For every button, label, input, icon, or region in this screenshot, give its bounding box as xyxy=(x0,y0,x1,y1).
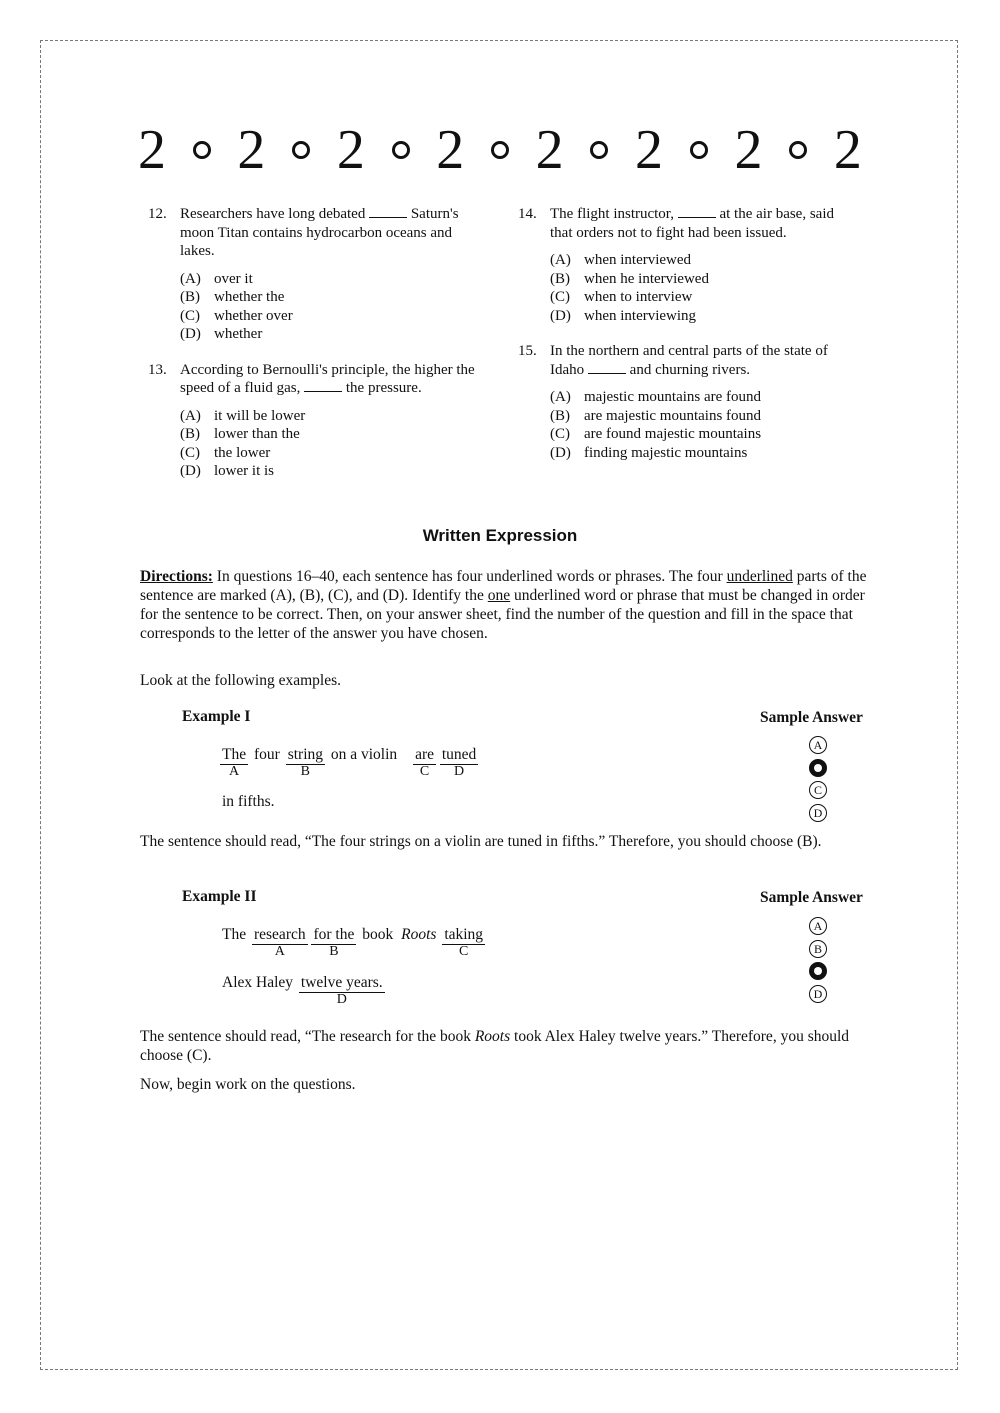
circle-icon xyxy=(789,141,807,159)
sentence-text: on a violin xyxy=(330,746,398,763)
option-a[interactable]: (A) majestic mountains are found xyxy=(550,389,762,405)
stem-text: at the air base, said that orders not to fight had been issued. xyxy=(550,206,835,241)
underlined-segment: The A xyxy=(222,746,247,779)
example-2-sample-label: Sample Answer xyxy=(760,889,863,906)
circle-icon xyxy=(392,141,410,159)
questions-right-column xyxy=(510,205,860,462)
option-a[interactable]: (A) when interviewed xyxy=(550,252,692,268)
sentence-text: The xyxy=(222,926,247,943)
circle-icon xyxy=(590,141,608,159)
stem-text: According to Bernoulli's principle, the higher the speed of a fluid gas, xyxy=(180,361,475,396)
answer-bubble-b-filled[interactable] xyxy=(809,759,827,777)
question-number: 13. xyxy=(148,361,167,378)
begin-instructions: Now, begin work on the questions. xyxy=(140,1076,356,1093)
option-list xyxy=(550,251,860,325)
example-1-label: Example I xyxy=(182,708,251,725)
underlined-segment: research A xyxy=(253,926,306,959)
example-2-answer-bubbles xyxy=(809,917,831,1007)
underlined-segment: taking C xyxy=(444,926,484,959)
answer-blank xyxy=(369,205,407,218)
answer-bubble-d[interactable]: D xyxy=(809,985,827,1003)
answer-blank xyxy=(678,205,716,218)
header-digit: 2 xyxy=(237,119,266,181)
option-a[interactable]: (A) over it xyxy=(180,270,253,287)
circle-icon xyxy=(491,141,509,159)
example-2-sentence xyxy=(220,926,485,959)
question-12 xyxy=(140,205,490,344)
header-digit: 2 xyxy=(833,119,862,181)
question-number: 12. xyxy=(148,206,167,222)
underlined-segment: are C xyxy=(415,746,434,779)
answer-bubble-c[interactable]: C xyxy=(809,781,827,799)
example-2-label: Example II xyxy=(182,888,257,905)
example-1-explanation: The sentence should read, “The four strings on a violin are tuned in fifths.” Therefore, you should choose (B). xyxy=(140,833,822,850)
option-b[interactable]: (B) when he interviewed xyxy=(550,270,709,287)
example-2-line-2 xyxy=(220,974,385,1007)
sentence-text: Alex Haley xyxy=(222,974,294,991)
option-b[interactable]: (B) are majestic mountains found xyxy=(550,407,762,424)
stem-text: The flight instructor, xyxy=(550,206,674,222)
option-b[interactable]: (B) whether the xyxy=(180,289,285,305)
sentence-text: four xyxy=(253,746,280,763)
question-13 xyxy=(140,361,490,481)
look-examples-text: Look at the following examples. xyxy=(140,672,342,689)
answer-bubble-b[interactable]: B xyxy=(809,940,827,958)
answer-bubble-c-filled[interactable] xyxy=(809,962,827,980)
question-15 xyxy=(510,342,860,462)
stem-text: the pressure. xyxy=(345,380,422,396)
underlined-segment: string B xyxy=(287,746,323,779)
header-digit: 2 xyxy=(635,119,664,181)
circle-icon xyxy=(193,141,211,159)
header-digit: 2 xyxy=(436,119,465,181)
underlined-segment: tuned D xyxy=(441,746,477,779)
question-number: 15. xyxy=(518,343,537,359)
header-digit: 2 xyxy=(138,119,166,181)
example-1-line-2: in fifths. xyxy=(222,793,275,810)
stem-text: In the northern and central parts of the state of Idaho xyxy=(550,343,828,378)
option-c[interactable]: (C) are found majestic mountains xyxy=(550,426,762,442)
option-d[interactable]: (D) finding majestic mountains xyxy=(550,444,748,461)
underlined-segment: twelve years. D xyxy=(300,974,383,1007)
option-list xyxy=(550,388,860,462)
question-stem xyxy=(180,205,490,261)
option-list xyxy=(180,270,490,344)
directions-label: Directions: xyxy=(140,568,213,585)
stem-text: Researchers have long debated xyxy=(180,206,366,222)
sentence-text: book xyxy=(362,926,394,943)
question-stem xyxy=(550,342,860,379)
answer-bubble-d[interactable]: D xyxy=(809,804,827,822)
example-1-sentence xyxy=(220,746,478,779)
question-stem xyxy=(180,361,480,398)
stem-text: and churning rivers. xyxy=(629,361,751,378)
example-1-answer-bubbles xyxy=(809,736,831,826)
directions-paragraph: Directions: In questions 16–40, each sentence has four underlined words or phrases. The four underlined parts of the sentence are marked (A), (B), (C), and (D). Identify the one underlined word or phrase that must be changed in order for the sentence to be correct. Then, on your answer sheet, find the number of the question and fill in the space that corresponds to the letter of the answer you have chosen. xyxy=(140,568,867,642)
underlined-segment: for the B xyxy=(313,926,355,959)
option-d[interactable]: (D) whether xyxy=(180,326,263,342)
circle-icon xyxy=(292,141,310,159)
question-stem xyxy=(550,205,850,242)
header-digit: 2 xyxy=(734,119,763,181)
answer-blank xyxy=(588,361,626,374)
option-d[interactable]: (D) lower it is xyxy=(180,463,274,479)
answer-bubble-a[interactable]: A xyxy=(809,917,827,935)
page-header-number-strip xyxy=(138,118,862,182)
option-d[interactable]: (D) when interviewing xyxy=(550,307,697,324)
sentence-italic: Roots xyxy=(401,926,437,943)
question-14 xyxy=(510,205,860,325)
section-title: Written Expression xyxy=(422,526,578,545)
option-c[interactable]: (C) the lower xyxy=(180,444,271,461)
option-b[interactable]: (B) lower than the xyxy=(180,426,300,442)
header-digit: 2 xyxy=(535,119,564,181)
example-2-explanation: The sentence should read, “The research for the book Roots took Alex Haley twelve years.” Therefore, you should choose (C). xyxy=(140,1028,850,1064)
question-number: 14. xyxy=(518,206,537,222)
circle-icon xyxy=(690,141,708,159)
option-list xyxy=(180,407,490,481)
questions-left-column xyxy=(140,205,490,481)
option-c[interactable]: (C) whether over xyxy=(180,307,293,324)
option-c[interactable]: (C) when to interview xyxy=(550,289,693,305)
header-digit: 2 xyxy=(336,119,365,181)
example-1-sample-label: Sample Answer xyxy=(760,709,863,726)
option-a[interactable]: (A) it will be lower xyxy=(180,407,306,424)
answer-blank xyxy=(304,379,342,392)
answer-bubble-a[interactable]: A xyxy=(809,736,827,754)
stem-text: Saturn's moon Titan contains hydrocarbon oceans and lakes. xyxy=(180,206,459,259)
